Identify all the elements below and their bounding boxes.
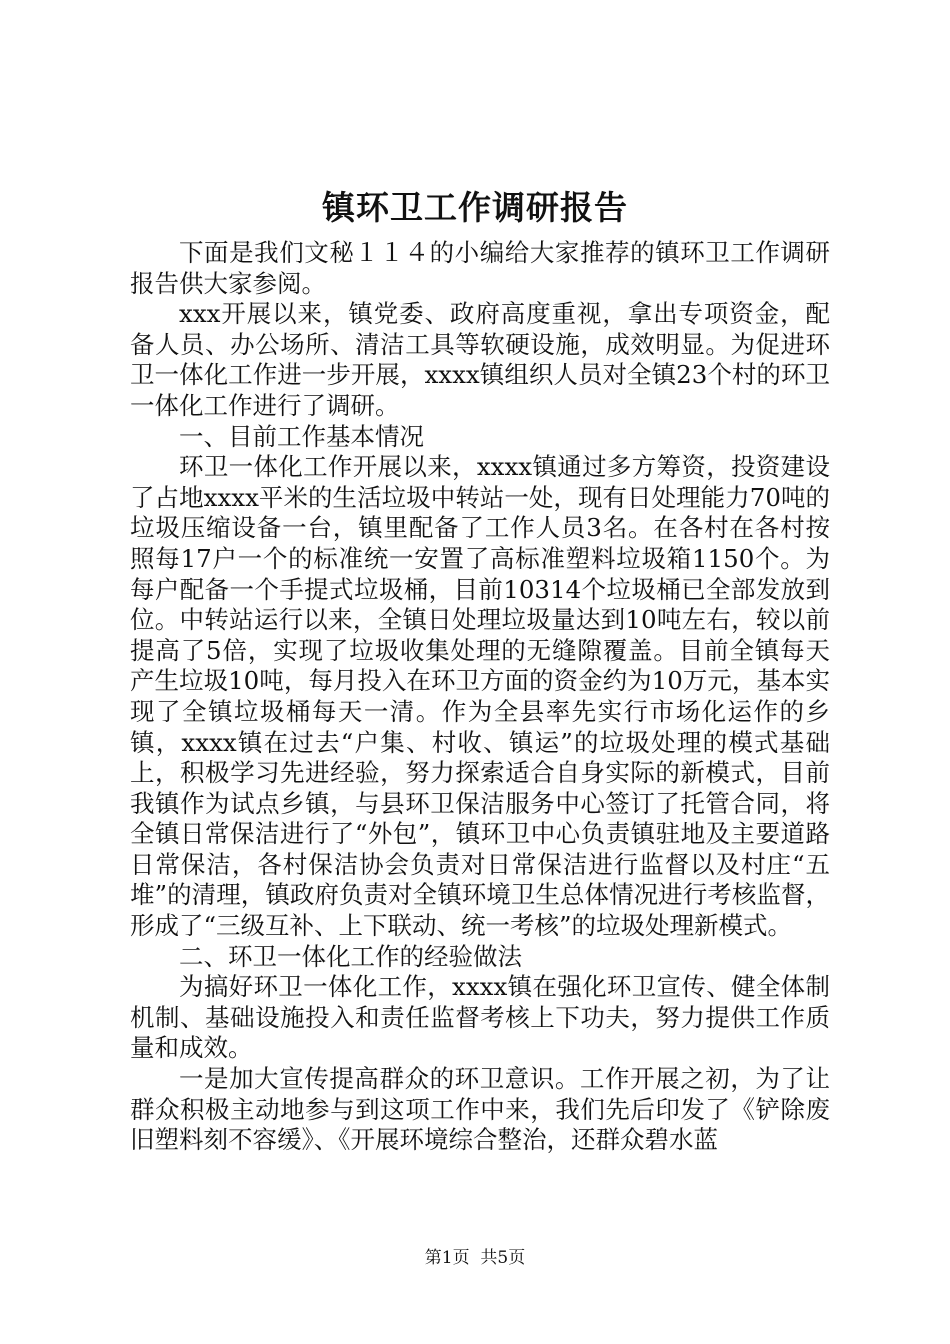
document-body — [130, 238, 830, 1156]
paragraph-overview: xxx开展以来，镇党委、政府高度重视，拿出专项资金，配备人员、办公场所、清洁工具等软硬设施，成效明显。为促进环卫一体化工作进一步开展，xxxx镇组织人员对全镇23个村的环卫一体化工作进行了调研。 — [130, 299, 830, 420]
paragraph-experience: 为搞好环卫一体化工作，xxxx镇在强化环卫宣传、健全体制机制、基础设施投入和责任监督考核上下功夫，努力提供工作质量和成效。 — [130, 972, 830, 1063]
document-title: 镇环卫工作调研报告 — [322, 188, 628, 227]
paragraph-publicity: 一是加大宣传提高群众的环卫意识。工作开展之初，为了让群众积极主动地参与到这项工作中来，我们先后印发了《铲除废旧塑料刻不容缓》、《开展环境综合整治，还群众碧水蓝 — [130, 1064, 830, 1155]
page-footer: 第1页 共5页 — [424, 1248, 526, 1268]
section-heading-2: 二、环卫一体化工作的经验做法 — [179, 941, 522, 971]
paragraph-intro: 下面是我们文秘１１４的小编给大家推荐的镇环卫工作调研报告供大家参阅。 — [130, 238, 830, 298]
paragraph-current-situation: 环卫一体化工作开展以来，xxxx镇通过多方筹资，投资建设了占地xxxx平米的生活垃圾中转站一处，现有日处理能力70吨的垃圾压缩设备一台，镇里配备了工作人员3名。在各村在各村按照每17户一个的标准统一安置了高标准塑料垃圾箱1150个。为每户配备一个手提式垃圾桶，目前10314个垃圾桶已全部发放到位。中转站运行以来，全镇日处理垃圾量达到10吨左右，较以前提高了5倍，实现了垃圾收集处理的无缝隙覆盖。目前全镇每天产生垃圾10吨，每月投入在环卫方面的资金约为10万元，基本实现了全镇垃圾桶每天一清。作为全县率先实行市场化运作的乡镇，xxxx镇在过去“户集、村收、镇运”的垃圾处理的模式基础上，积极学习先进经验，努力探索适合自身实际的新模式，目前我镇作为试点乡镇，与县环卫保洁服务中心签订了托管合同，将全镇日常保洁进行了“外包”，镇环卫中心负责镇驻地及主要道路日常保洁，各村保洁协会负责对日常保洁进行监督以及村庄“五堆”的清理，镇政府负责对全镇环境卫生总体情况进行考核监督，形成了“三级互补、上下联动、统一考核”的垃圾处理新模式。 — [130, 452, 830, 941]
section-heading-1: 一、目前工作基本情况 — [179, 421, 424, 451]
